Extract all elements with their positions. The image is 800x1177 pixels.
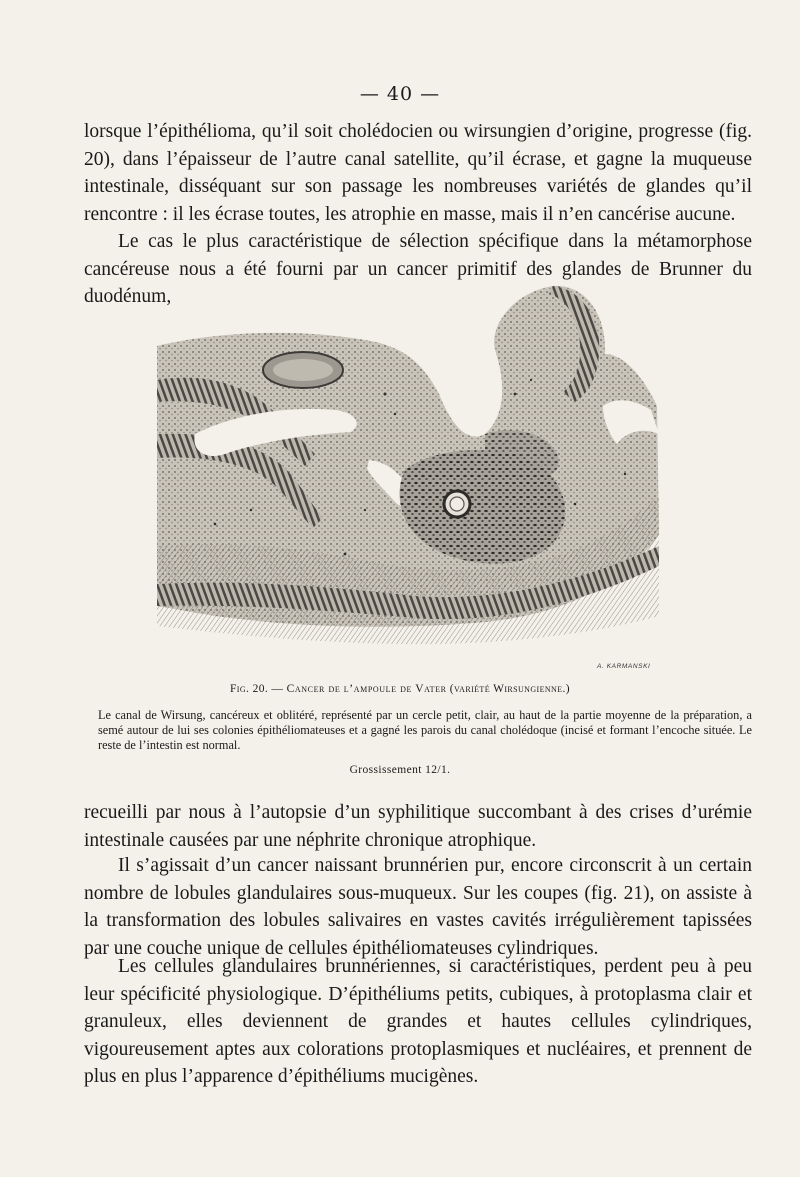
figure-caption-variety: (variété Wirsungienne.) bbox=[449, 683, 571, 695]
paragraph-2: Le cas le plus caractéristique de sélection spécifique dans la métamorphose cancéreuse nous a été fourni par un cancer primitif des glandes de Brunner du duodénum, bbox=[84, 231, 752, 307]
figure-caption-number: Fig. 20. — bbox=[229, 683, 284, 695]
histology-illustration bbox=[155, 284, 665, 670]
figure-magnification: Grossissement 12/1. bbox=[349, 764, 451, 776]
paragraph-1: lorsque l’épithélioma, qu’il soit cholédocien ou wirsungien d’origine, progresse (fig. 20), dans l’épaisseur de l’autre canal satellite, qu’il écrase, et gagne la muqueuse intestinale, disséquant sur son passage les nombreuses variétés de glandes qu’il rencontre : il les écrase toutes, les atrophie en masse, mais il n’en cancérise aucune. bbox=[84, 121, 752, 225]
figure-caption-title bbox=[0, 683, 800, 695]
figure-caption-main: Cancer de l’ampoule de Vater bbox=[286, 683, 447, 695]
paragraph-4: Il s’agissait d’un cancer naissant brunnérien pur, encore circonscrit à un certain nombre de lobules glandulaires sous-muqueux. Sur les coupes (fig. 21), on assiste à la transformation des lobules salivaires en vastes cavités irrégulièrement tapissées par une couche unique de cellules épithéliomateuses cylindriques. bbox=[84, 855, 752, 959]
figure-signature: A. KARMANSKI bbox=[597, 663, 651, 670]
histology-figure bbox=[155, 284, 665, 670]
figure-description: Le canal de Wirsung, cancéreux et oblitéré, représenté par un cercle petit, clair, au haut de la partie moyenne de la préparation, a semé autour de lui ses colonies épithéliomateuses et a gagné les parois du canal cholédoque (incisé et formant l’encoche située. Le reste de l’intestin est normal. bbox=[98, 708, 752, 752]
paragraph-3: recueilli par nous à l’autopsie d’un syphilitique succombant à des crises d’urémie intestinale causées par une néphrite chronique atrophique. bbox=[84, 802, 752, 851]
paragraph-5: Les cellules glandulaires brunnériennes, si caractéristiques, perdent peu à peu leur spécificité physiologique. D’épithéliums petits, cubiques, à protoplasma clair et granuleux, elles deviennent de grandes et hautes cellules cylindriques, vigoureusement aptes aux colorations protoplasmiques et nucléaires, et prennent de plus en plus l’apparence d’épithéliums mucigènes. bbox=[84, 956, 752, 1087]
page-number: — 40 — bbox=[359, 83, 441, 105]
